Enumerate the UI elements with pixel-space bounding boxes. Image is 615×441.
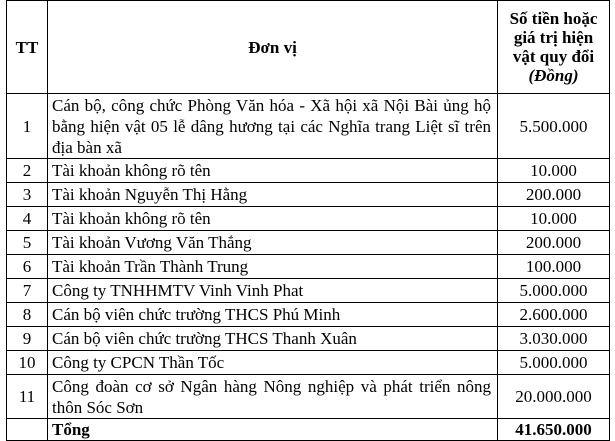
total-label: Tổng [48, 419, 498, 441]
row-amount: 5.500.000 [498, 94, 610, 159]
row-unit: Công đoàn cơ sở Ngân hàng Nông nghiệp và phát triển nông thôn Sóc Sơn [48, 375, 498, 419]
row-unit: Tài khoản không rõ tên [48, 159, 498, 183]
row-amount: 20.000.000 [498, 375, 610, 419]
donation-table [6, 0, 610, 441]
header-tt: TT [7, 1, 48, 94]
table-row [7, 207, 610, 231]
table-row [7, 94, 610, 159]
table-row [7, 159, 610, 183]
table-row [7, 327, 610, 351]
table-row [7, 231, 610, 255]
header-amount-unit: (Đồng) [528, 66, 579, 85]
row-tt: 2 [7, 159, 48, 183]
header-amount [498, 1, 610, 94]
row-tt: 5 [7, 231, 48, 255]
row-unit: Cán bộ, công chức Phòng Văn hóa - Xã hội xã Nội Bài ủng hộ bằng hiện vật 05 lễ dâng hương tại các Nghĩa trang Liệt sĩ trên địa bàn xã [48, 94, 498, 159]
row-tt: 1 [7, 94, 48, 159]
total-tt-cell [7, 419, 48, 441]
row-tt: 10 [7, 351, 48, 375]
table-row [7, 255, 610, 279]
header-amount-line2: giá trị hiện [513, 28, 594, 47]
header-unit: Đơn vị [48, 1, 498, 94]
header-amount-line1: Số tiền hoặc [509, 9, 598, 28]
row-amount: 10.000 [498, 207, 610, 231]
table-row [7, 375, 610, 419]
row-tt: 9 [7, 327, 48, 351]
row-tt: 8 [7, 303, 48, 327]
row-amount: 2.600.000 [498, 303, 610, 327]
row-unit: Công ty CPCN Thần Tốc [48, 351, 498, 375]
row-unit: Tài khoản không rõ tên [48, 207, 498, 231]
row-unit: Cán bộ viên chức trường THCS Thanh Xuân [48, 327, 498, 351]
row-unit: Tài khoản Vương Văn Thắng [48, 231, 498, 255]
row-tt: 7 [7, 279, 48, 303]
row-unit: Tài khoản Nguyễn Thị Hằng [48, 183, 498, 207]
row-unit: Công ty TNHHMTV Vinh Vinh Phat [48, 279, 498, 303]
table-row [7, 183, 610, 207]
row-amount: 200.000 [498, 183, 610, 207]
row-amount: 200.000 [498, 231, 610, 255]
total-row [7, 419, 610, 441]
row-tt: 4 [7, 207, 48, 231]
row-amount: 5.000.000 [498, 279, 610, 303]
row-amount: 100.000 [498, 255, 610, 279]
table-row [7, 279, 610, 303]
table-row [7, 351, 610, 375]
row-unit: Tài khoản Trần Thành Trung [48, 255, 498, 279]
row-amount: 5.000.000 [498, 351, 610, 375]
row-tt: 11 [7, 375, 48, 419]
table-header-row [7, 1, 610, 94]
row-amount: 3.030.000 [498, 327, 610, 351]
row-tt: 6 [7, 255, 48, 279]
row-unit: Cán bộ viên chức trường THCS Phú Minh [48, 303, 498, 327]
row-tt: 3 [7, 183, 48, 207]
table-row [7, 303, 610, 327]
total-amount: 41.650.000 [498, 419, 610, 441]
header-amount-line3: vật quy đổi [512, 47, 595, 66]
row-amount: 10.000 [498, 159, 610, 183]
